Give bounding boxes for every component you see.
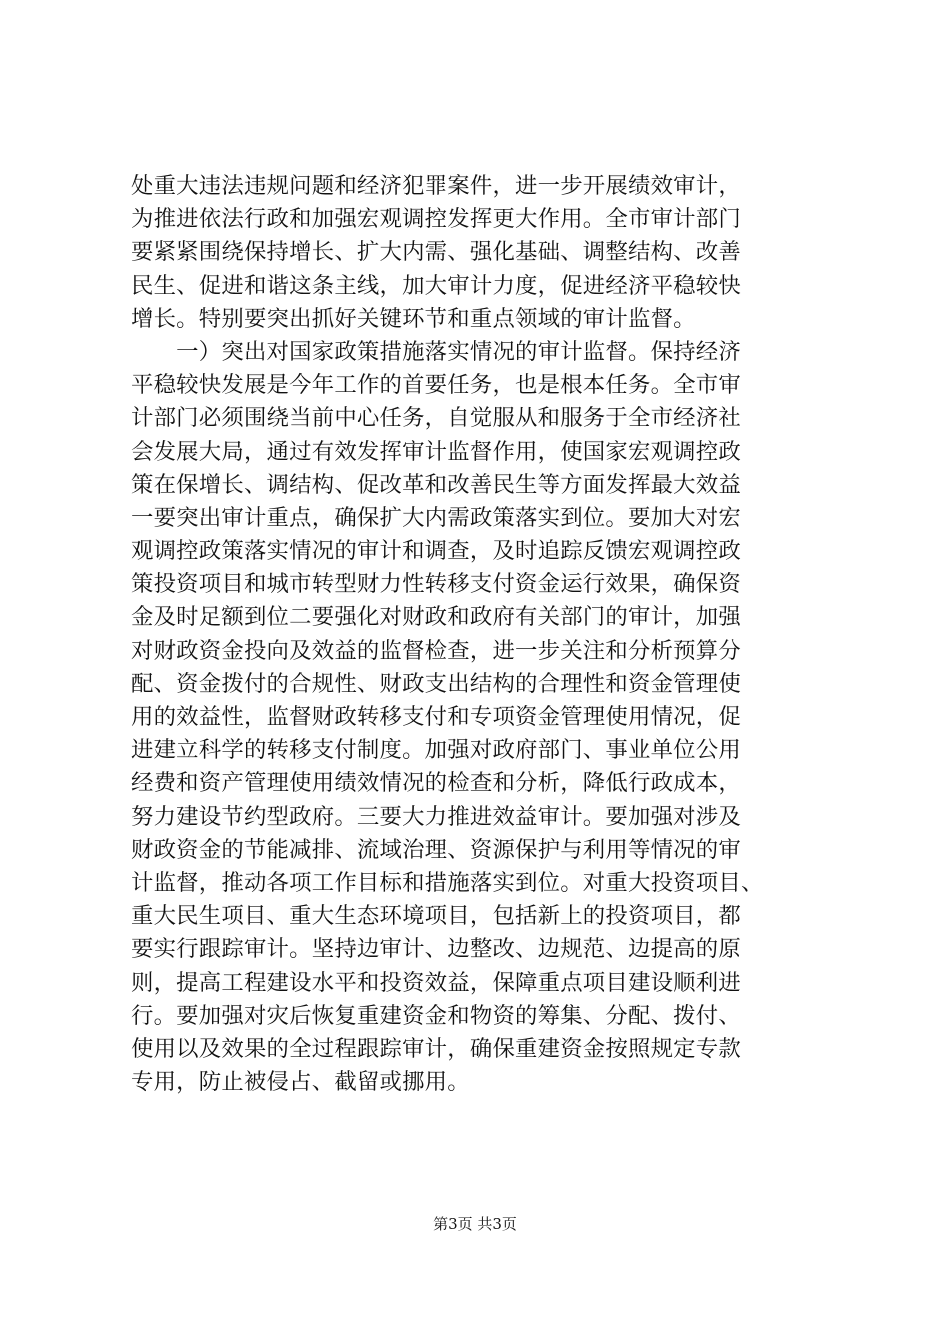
- text-line: 一要突出审计重点，确保扩大内需政策落实到位。要加大对宏: [131, 504, 741, 531]
- text-line: 重大民生项目、重大生态环境项目，包括新上的投资项目，都: [131, 903, 741, 930]
- text-line: 计监督，推动各项工作目标和措施落实到位。对重大投资项目、: [131, 869, 764, 896]
- text-line: 使用以及效果的全过程跟踪审计，确保重建资金按照规定专款: [131, 1035, 741, 1062]
- text-line: 策在保增长、调结构、促改革和改善民生等方面发挥最大效益: [131, 471, 741, 498]
- text-line: 进建立科学的转移支付制度。加强对政府部门、事业单位公用: [131, 737, 741, 764]
- text-line: 经费和资产管理使用绩效情况的检查和分析，降低行政成本，: [131, 770, 741, 797]
- text-line: 一）突出对国家政策措施落实情况的审计监督。保持经济: [131, 338, 741, 365]
- text-line: 观调控政策落实情况的审计和调查，及时追踪反馈宏观调控政: [131, 538, 741, 565]
- text-line: 增长。特别要突出抓好关键环节和重点领域的审计监督。: [131, 305, 696, 332]
- text-line: 要紧紧围绕保持增长、扩大内需、强化基础、调整结构、改善: [131, 239, 741, 266]
- text-line: 对财政资金投向及效益的监督检查，进一步关注和分析预算分: [131, 637, 741, 664]
- text-line: 配、资金拨付的合规性、财政支出结构的合理性和资金管理使: [131, 670, 741, 697]
- text-line: 计部门必须围绕当前中心任务，自觉服从和服务于全市经济社: [131, 405, 741, 432]
- text-line: 行。要加强对灾后恢复重建资金和物资的筹集、分配、拨付、: [131, 1002, 741, 1029]
- text-line: 要实行跟踪审计。坚持边审计、边整改、边规范、边提高的原: [131, 936, 741, 963]
- text-line: 专用，防止被侵占、截留或挪用。: [131, 1069, 470, 1096]
- body-text: [131, 170, 831, 1099]
- text-line: 处重大违法违规问题和经济犯罪案件，进一步开展绩效审计，: [131, 173, 741, 199]
- text-line: 民生、促进和谐这条主线，加大审计力度，促进经济平稳较快: [131, 272, 741, 299]
- text-line: 金及时足额到位二要强化对财政和政府有关部门的审计，加强: [131, 604, 741, 631]
- text-line: 平稳较快发展是今年工作的首要任务，也是根本任务。全市审: [131, 372, 741, 399]
- page-number-footer: 第3页 共3页: [433, 1215, 517, 1233]
- text-line: 为推进依法行政和加强宏观调控发挥更大作用。全市审计部门: [131, 206, 741, 233]
- text-line: 努力建设节约型政府。三要大力推进效益审计。要加强对涉及: [131, 803, 741, 830]
- text-line: 财政资金的节能减排、流域治理、资源保护与利用等情况的审: [131, 836, 741, 863]
- text-line: 会发展大局，通过有效发挥审计监督作用，使国家宏观调控政: [131, 438, 741, 465]
- text-line: 用的效益性，监督财政转移支付和专项资金管理使用情况，促: [131, 704, 741, 730]
- text-line: 则，提高工程建设水平和投资效益，保障重点项目建设顺利进: [131, 969, 741, 996]
- text-line: 策投资项目和城市转型财力性转移支付资金运行效果，确保资: [131, 571, 741, 598]
